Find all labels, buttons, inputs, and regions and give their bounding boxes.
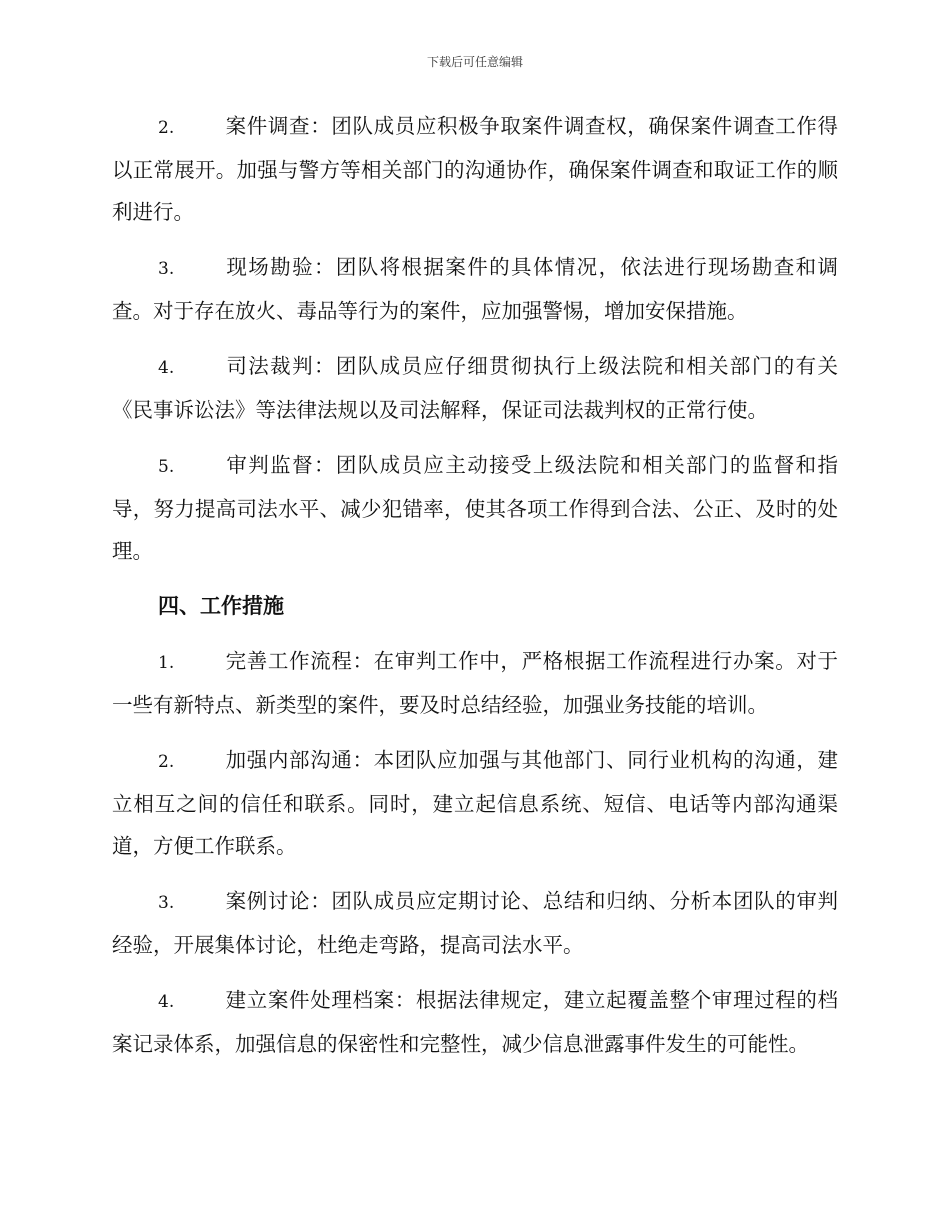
- list-item-a-3: [112, 246, 838, 332]
- list-number: 4.: [158, 992, 175, 1012]
- list-item-a-5: [112, 444, 838, 572]
- list-item-a-2: [112, 105, 838, 233]
- list-item-b-4: [112, 979, 838, 1065]
- list-text: 现场勘验：团队将根据案件的具体情况，依法进行现场勘查和调查。对于存在放火、毒品等行为的案件，应加强警惕，增加安保措施。: [112, 255, 838, 323]
- list-number: 2.: [158, 752, 175, 772]
- document-body: [112, 105, 838, 1078]
- list-text: 完善工作流程：在审判工作中，严格根据工作流程进行办案。对于一些有新特点、新类型的案件，要及时总结经验，加强业务技能的培训。: [112, 649, 838, 717]
- list-text: 司法裁判：团队成员应仔细贯彻执行上级法院和相关部门的有关《民事诉讼法》等法律法规以及司法解释，保证司法裁判权的正常行使。: [112, 354, 838, 422]
- list-number: 3.: [158, 259, 175, 279]
- list-text: 案件调查：团队成员应积极争取案件调查权，确保案件调查工作得以正常展开。加强与警方等相关部门的沟通协作，确保案件调查和取证工作的顺利进行。: [112, 114, 838, 224]
- list-text: 加强内部沟通：本团队应加强与其他部门、同行业机构的沟通，建立相互之间的信任和联系。同时，建立起信息系统、短信、电话等内部沟通渠道，方便工作联系。: [112, 748, 838, 858]
- list-item-a-4: [112, 345, 838, 431]
- list-item-b-2: [112, 739, 838, 867]
- list-number: 4.: [158, 358, 175, 378]
- list-item-b-3: [112, 880, 838, 966]
- section-heading: 四、工作措施: [158, 593, 284, 618]
- list-number: 5.: [158, 457, 175, 477]
- list-text: 案例讨论：团队成员应定期讨论、总结和归纳、分析本团队的审判经验，开展集体讨论，杜绝走弯路，提高司法水平。: [112, 889, 838, 957]
- list-number: 3.: [158, 893, 175, 913]
- list-number: 2.: [158, 118, 175, 138]
- page-header: 下载后可任意编辑: [426, 55, 523, 69]
- list-item-b-1: [112, 640, 838, 726]
- list-text: 建立案件处理档案：根据法律规定，建立起覆盖整个审理过程的档案记录体系，加强信息的保密性和完整性，减少信息泄露事件发生的可能性。: [112, 988, 838, 1056]
- list-number: 1.: [158, 653, 175, 673]
- list-text: 审判监督：团队成员应主动接受上级法院和相关部门的监督和指导，努力提高司法水平、减少犯错率，使其各项工作得到合法、公正、及时的处理。: [112, 453, 838, 563]
